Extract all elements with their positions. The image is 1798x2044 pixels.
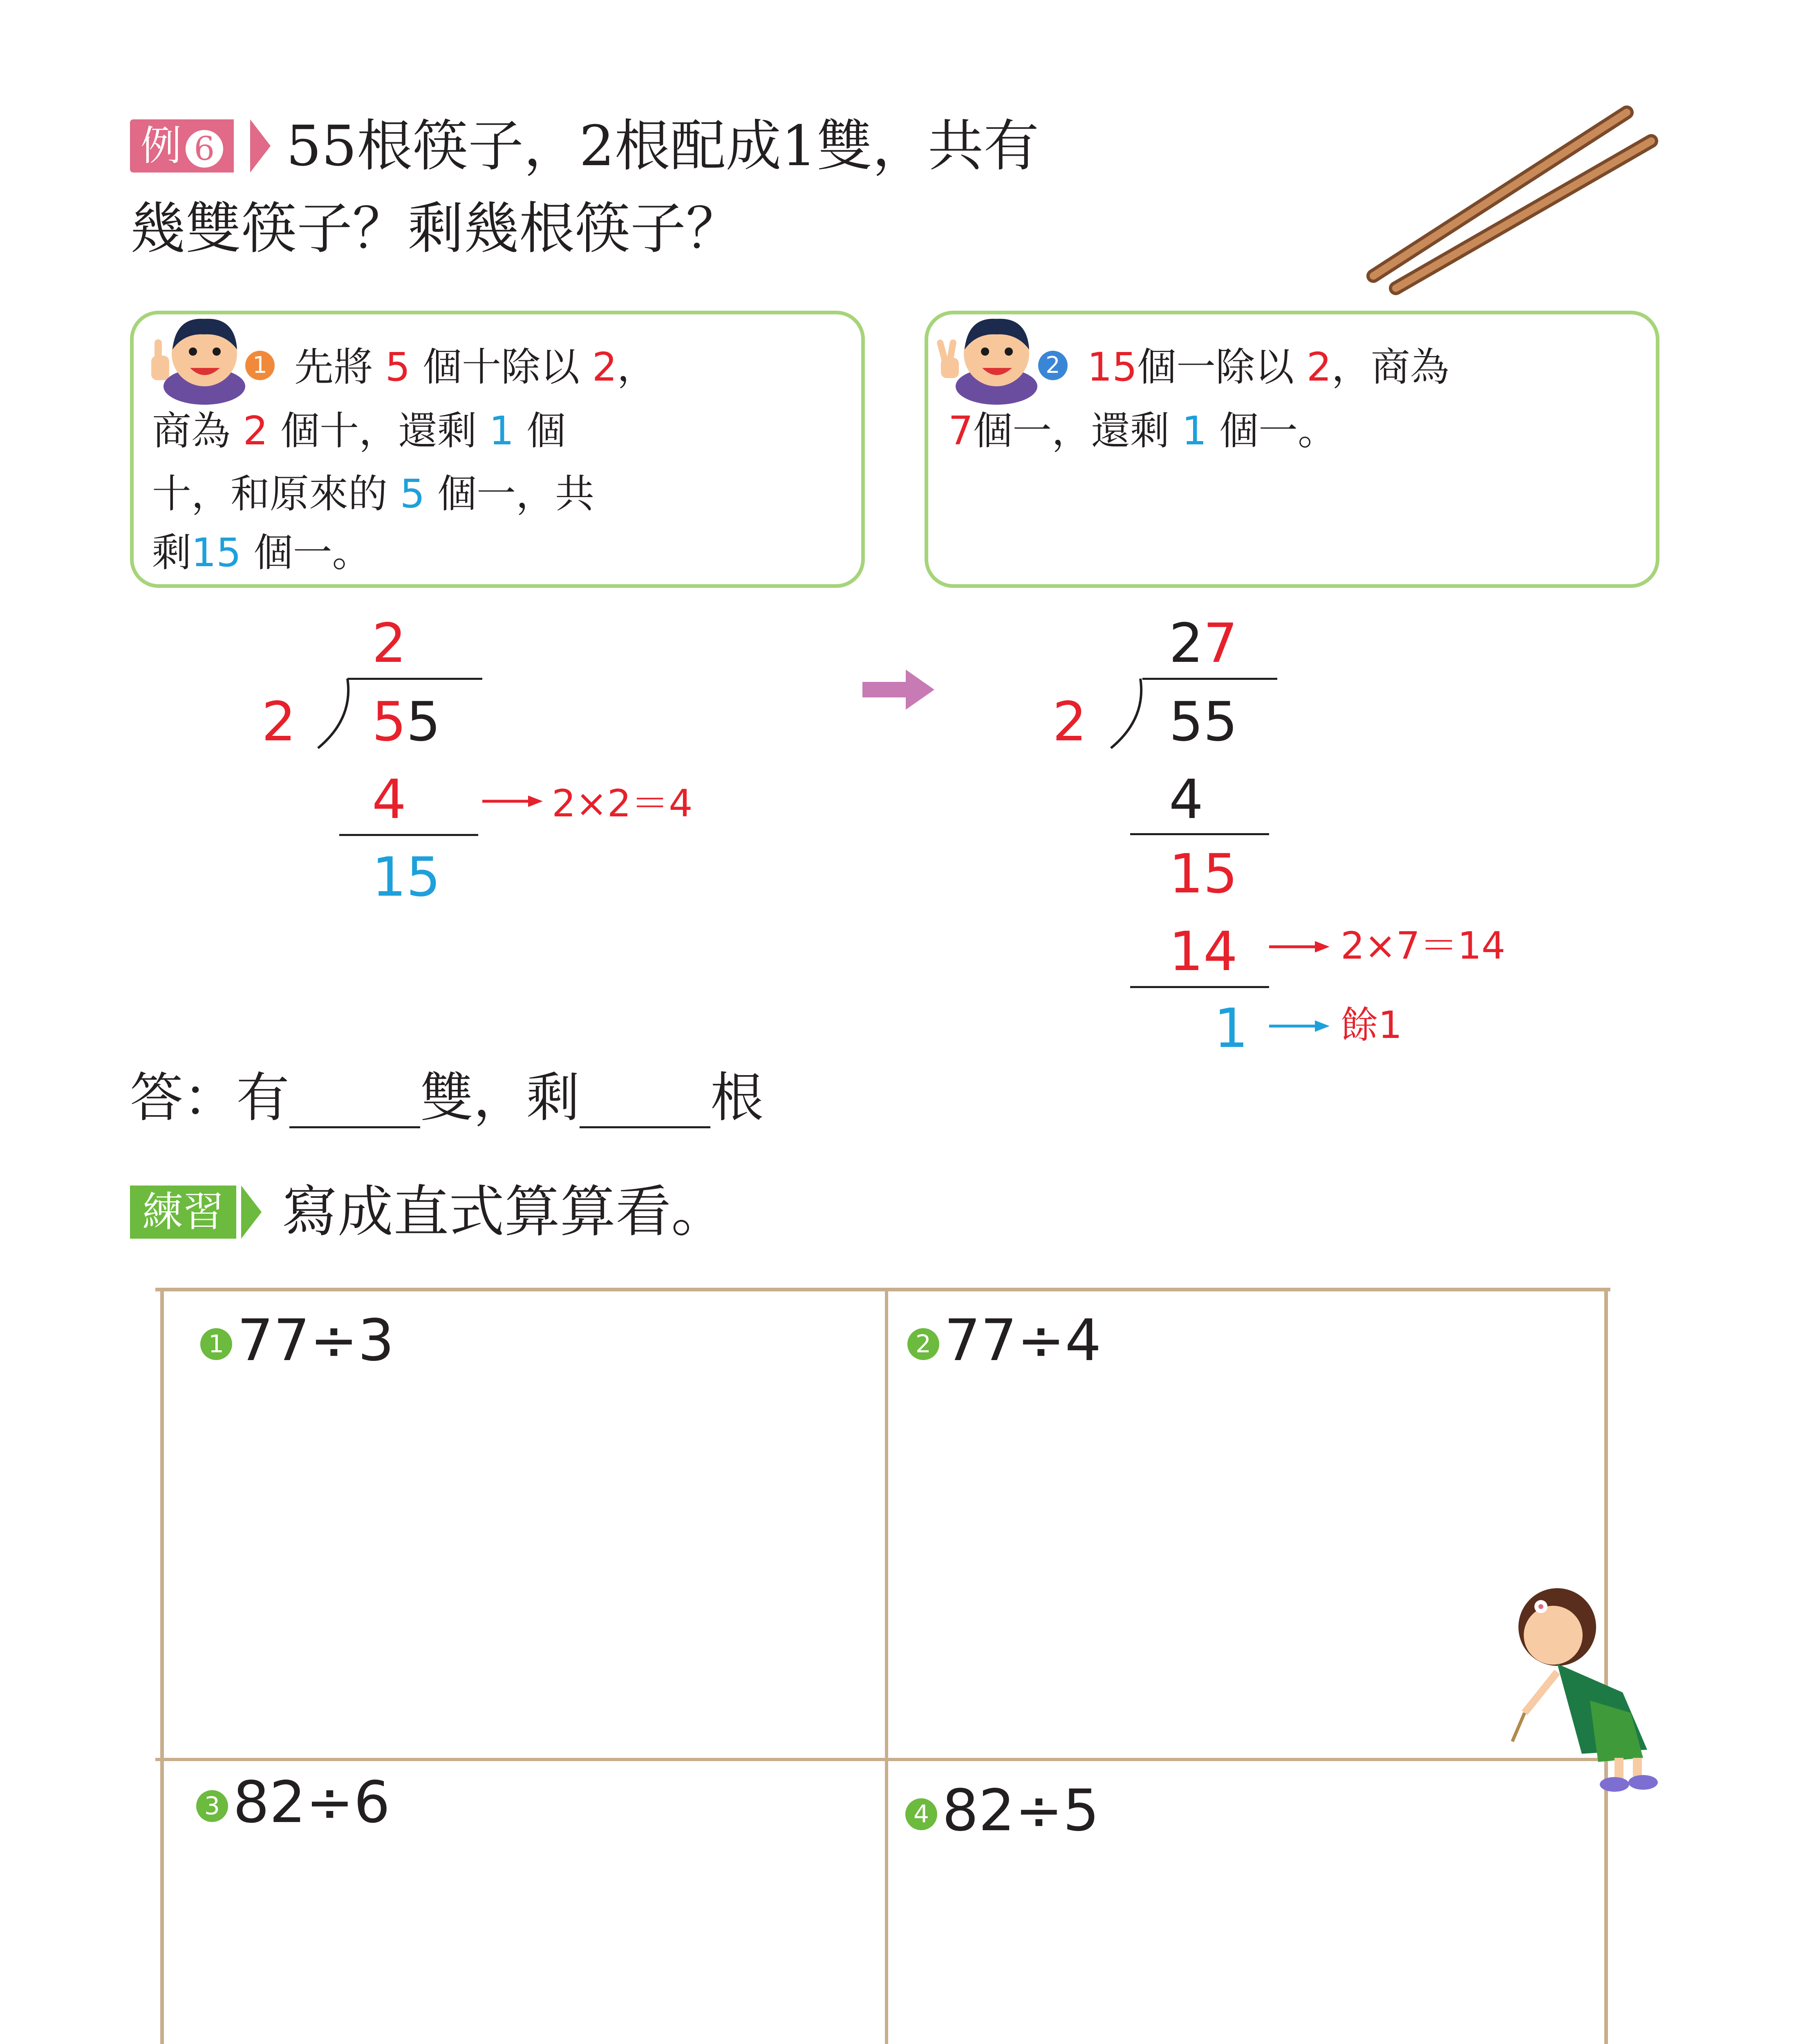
problem-3-expr: 82÷6 [233, 1769, 390, 1836]
question-line-1: 55根筷子，2根配成1雙，共有 [286, 114, 1039, 179]
div2-note1-arrow-icon [1269, 939, 1330, 955]
div2-top-bar [1142, 678, 1277, 680]
div2-note2: 餘1 [1341, 1003, 1402, 1047]
div2-quotient-ones: 7 [1203, 612, 1238, 675]
practice-tag: 練習 [130, 1186, 236, 1239]
problem-4 [905, 1777, 1099, 1844]
div2-sub-bar-2 [1130, 986, 1269, 988]
div2-bracket [1108, 678, 1144, 751]
example-tag-label: 例 [141, 122, 181, 170]
work-area-3[interactable] [172, 1848, 875, 2044]
answer-mid: 雙，剩 [420, 1067, 580, 1129]
div1-note: 2×2＝4 [552, 782, 693, 825]
div2-note2-arrow-icon [1269, 1018, 1330, 1034]
div2-divisor: 2 [1052, 690, 1087, 753]
div2-remainder: 1 [1214, 997, 1248, 1060]
problem-3 [196, 1769, 390, 1836]
answer-suffix: 根 [710, 1067, 764, 1129]
div2-dividend: 55 [1169, 690, 1238, 753]
chopsticks-icon [1357, 94, 1684, 298]
div1-top-bar [347, 678, 482, 680]
boy-peace-sign-icon [935, 311, 1058, 405]
hint2-line-1: 15個一除以 2，商為 [1087, 344, 1449, 390]
hint1-line-2: 商為 2 個十，還剩 1 個 [152, 408, 566, 454]
div1-product: 4 [372, 768, 406, 831]
div2-sub-bar-1 [1130, 833, 1269, 835]
work-area-1[interactable] [172, 1390, 875, 1750]
frame-middle [155, 1758, 1610, 1761]
practice-instruction: 寫成直式算算看。 [282, 1180, 727, 1244]
div1-sub-bar [339, 834, 478, 836]
hint1-step-badge: 1 [245, 351, 275, 380]
frame-left [160, 1288, 164, 2044]
work-area-4[interactable] [895, 1848, 1594, 2044]
next-step-arrow-icon [862, 667, 936, 712]
problem-2-expr: 77÷4 [944, 1307, 1102, 1374]
problem-2-number: 2 [907, 1328, 939, 1360]
hint1-line-4: 剩15 個一。 [152, 530, 372, 576]
question-line-2: 幾雙筷子？剩幾根筷子？ [130, 197, 741, 261]
answer-line [130, 1067, 764, 1128]
practice-tag-arrow [241, 1186, 262, 1239]
example-tag-arrow [250, 119, 271, 173]
div1-bracket [315, 678, 352, 751]
problem-1-number: 1 [200, 1328, 232, 1360]
div2-partial: 15 [1169, 843, 1238, 905]
answer-pairs-blank[interactable] [289, 1081, 420, 1128]
div2-product1: 4 [1169, 768, 1203, 831]
div1-divisor: 2 [262, 690, 296, 753]
problem-4-number: 4 [905, 1798, 937, 1830]
answer-remaining-blank[interactable] [580, 1081, 710, 1128]
div2-quotient [1169, 612, 1238, 675]
work-area-2[interactable] [895, 1390, 1594, 1750]
hint2-line-2: 7個一，還剩 1 個一。 [948, 408, 1337, 454]
div1-note-arrow-icon [482, 793, 544, 809]
hint1-line-1: 先將 5 個十除以 2， [294, 344, 656, 390]
hint2-step-badge: 2 [1038, 351, 1068, 380]
div2-quotient-tens: 2 [1169, 612, 1203, 675]
frame-top [155, 1288, 1610, 1291]
example-tag-number: 6 [186, 130, 223, 168]
div1-remainder: 15 [372, 846, 441, 909]
example-tag [130, 119, 234, 173]
problem-1-expr: 77÷3 [237, 1307, 394, 1374]
hint1-line-3: 十，和原來的 5 個一，共 [152, 471, 595, 517]
div2-note1: 2×7＝14 [1341, 924, 1506, 968]
problem-4-expr: 82÷5 [942, 1777, 1099, 1844]
problem-3-number: 3 [196, 1790, 228, 1822]
answer-prefix: 答：有 [130, 1067, 290, 1129]
div1-dividend-ones: 5 [406, 690, 441, 753]
div2-product2: 14 [1169, 920, 1238, 983]
div1-dividend [372, 690, 441, 753]
problem-2 [907, 1307, 1102, 1374]
girl-drawing-icon [1496, 1578, 1676, 1799]
frame-center [885, 1288, 888, 2044]
div1-dividend-tens: 5 [372, 690, 406, 753]
problem-1 [200, 1307, 394, 1374]
div1-quotient: 2 [372, 612, 406, 675]
